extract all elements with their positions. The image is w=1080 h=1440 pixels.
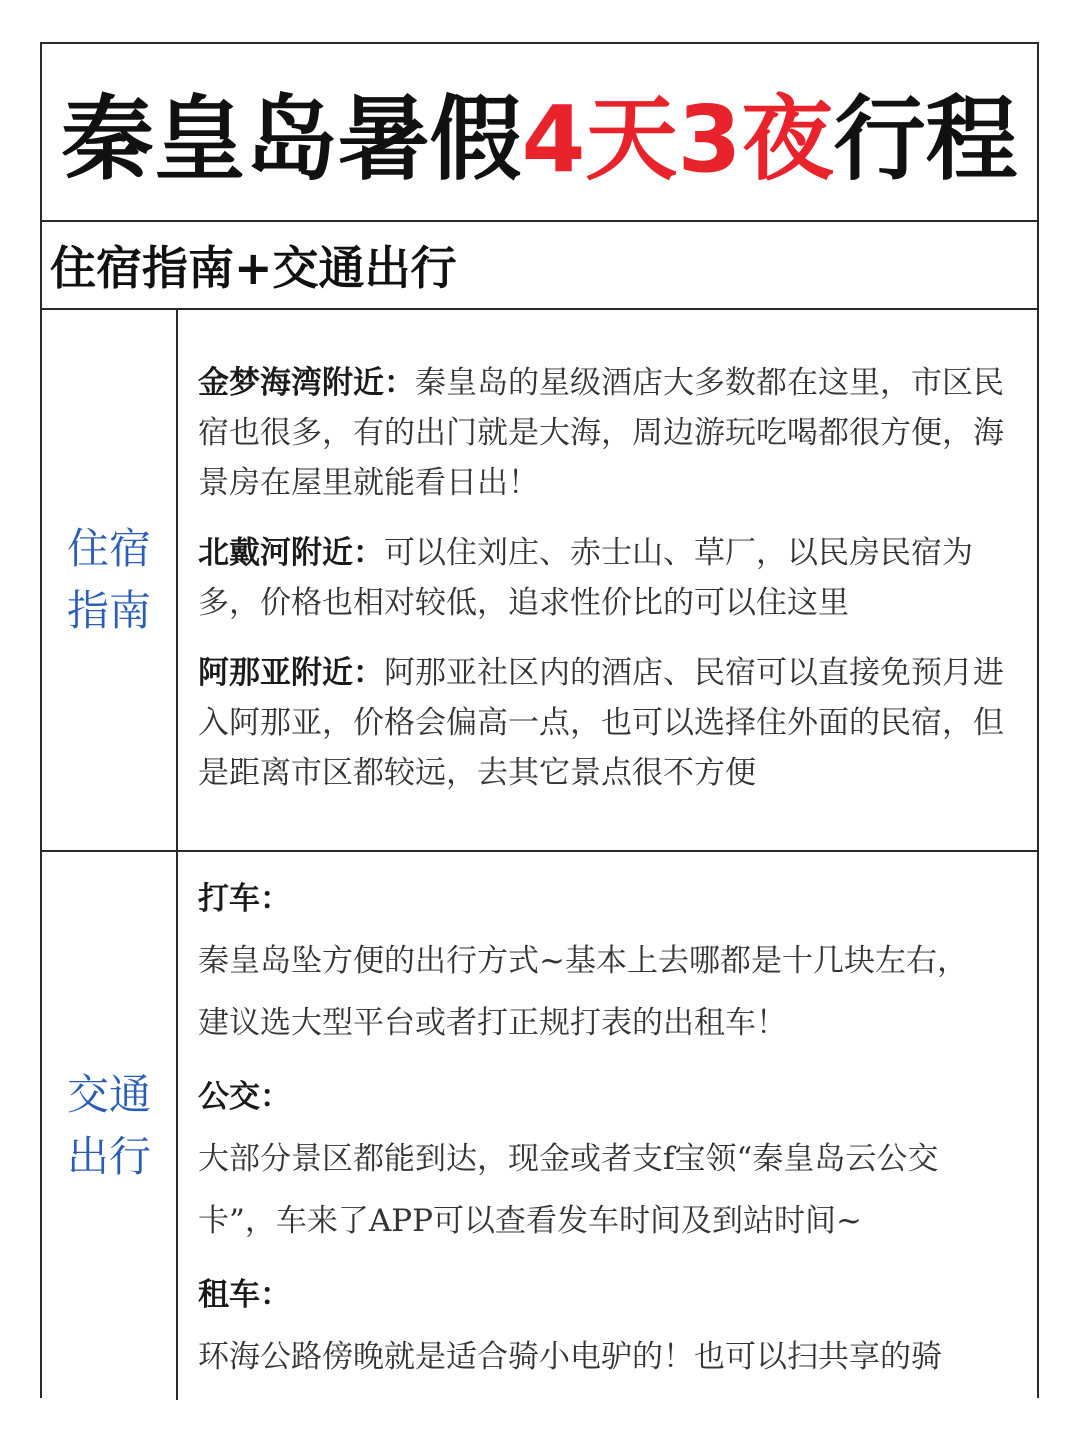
transport-label-line2: 出行 <box>66 1132 151 1181</box>
stay-item-text: 阿那亚社区内的酒店、民宿可以直接免预月进入阿那亚，价格会偏高一点，也可以选择住外面的民宿，但是距离市区都较远，去其它景点很不方便 <box>198 655 1004 791</box>
stay-item-text: 可以住刘庄、赤士山、草厂，以民房民宿为多，价格也相对较低，追求性价比的可以住这里 <box>198 535 973 621</box>
subtitle-row <box>42 222 1037 310</box>
stay-content <box>198 310 1015 818</box>
title-accent: 4天3夜 <box>521 86 834 193</box>
transport-item-head: 租车： <box>198 1277 291 1313</box>
title-row <box>42 44 1037 222</box>
stay-item-key: 金梦海湾附近： <box>198 365 415 401</box>
transport-item-text: 大部分景区都能到达，现金或者支f宝领“秦皇岛云公交卡”，车来了APP可以查看发车时间及到站时间~ <box>198 1141 939 1239</box>
stay-item-key: 阿那亚附近： <box>198 655 384 691</box>
transport-item-text: 秦皇岛坠方便的出行方式~基本上去哪都是十几块左右，建议选大型平台或者打正规打表的出租车！ <box>198 943 968 1041</box>
stay-label-line1: 住宿 <box>66 524 151 573</box>
subtitle: 住宿指南+交通出行 <box>50 241 457 295</box>
transport-content <box>198 852 1015 1406</box>
transport-label-cell <box>42 852 178 1400</box>
title-part2: 行程 <box>833 86 1018 193</box>
transport-item-head: 打车： <box>198 881 291 917</box>
transport-label-line1: 交通 <box>66 1070 151 1119</box>
title-part1: 秦皇岛暑假 <box>61 86 522 193</box>
transport-item-head: 公交： <box>198 1079 291 1115</box>
transport-section <box>42 852 1037 1400</box>
itinerary-table <box>40 42 1039 1398</box>
stay-label-cell <box>42 310 178 850</box>
stay-section <box>42 310 1037 852</box>
stay-item-text: 秦皇岛的星级酒店大多数都在这里，市区民宿也很多，有的出门就是大海，周边游玩吃喝都很方便，海景房在屋里就能看日出！ <box>198 365 1004 501</box>
stay-item <box>198 528 1015 628</box>
stay-item <box>198 358 1015 508</box>
stay-label <box>64 518 154 642</box>
transport-label <box>64 1064 154 1188</box>
transport-item-text: 环海公路傍晚就是适合骑小电驴的！也可以扫共享的骑 <box>198 1339 942 1375</box>
stay-item-key: 北戴河附近： <box>198 535 384 571</box>
stay-label-line2: 指南 <box>66 586 151 635</box>
page-title <box>61 66 1017 198</box>
stay-item <box>198 648 1015 798</box>
